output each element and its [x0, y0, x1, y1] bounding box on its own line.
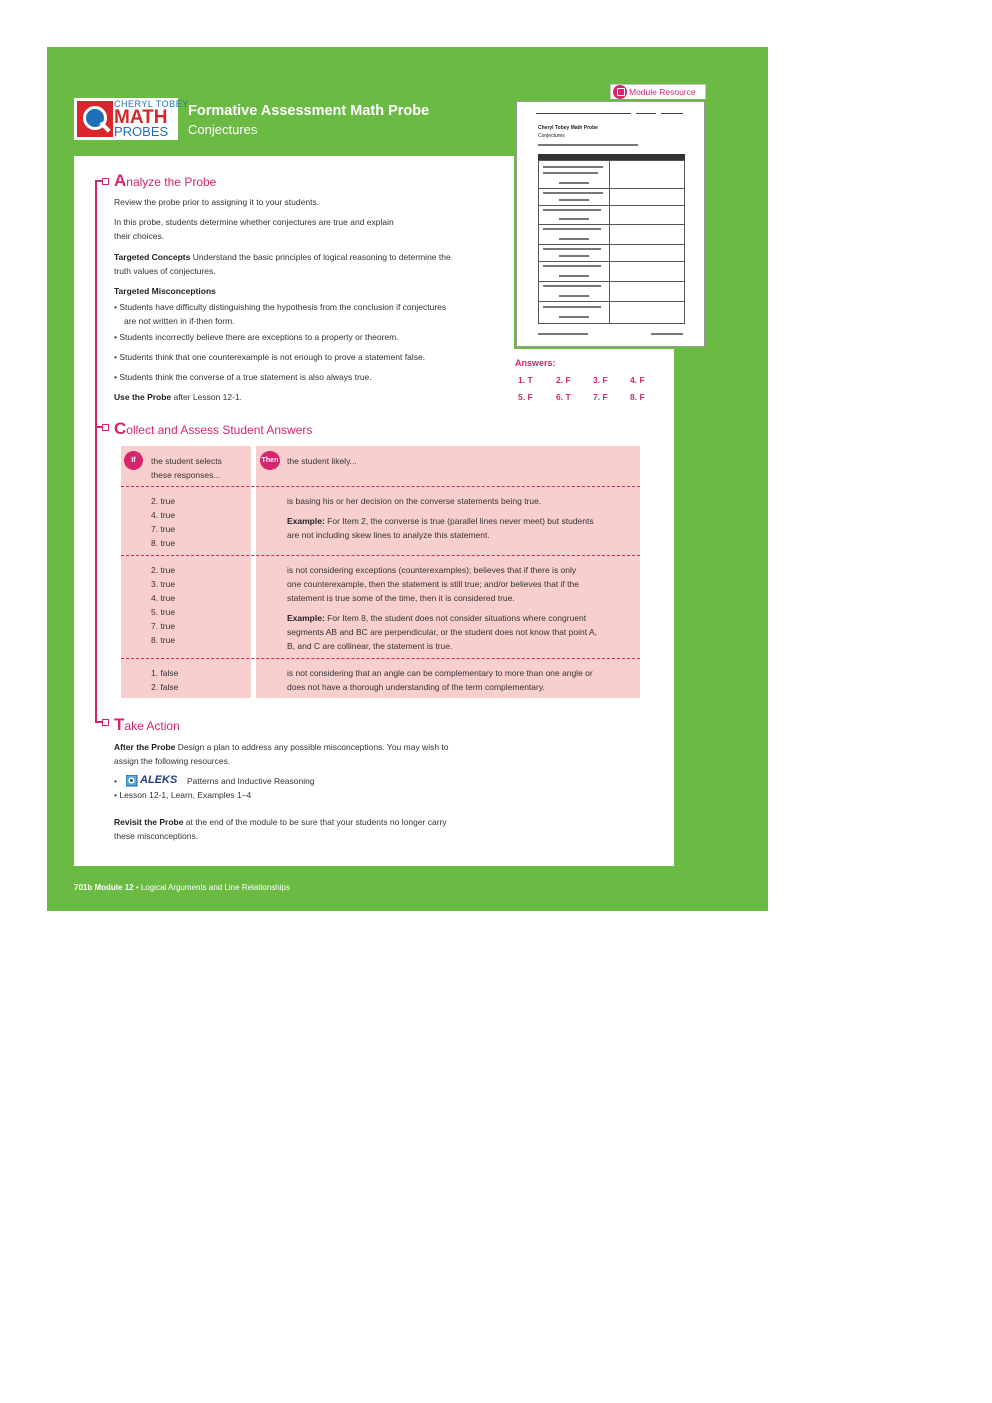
then-badge: Then [260, 451, 280, 470]
row3-resp-2: 2. false [151, 682, 179, 692]
row2-example: Example: For Item 8, the student does not consider situations where congruent [287, 613, 587, 623]
row2-resp-2: 3. true [151, 579, 176, 589]
worksheet-thumbnail[interactable] [514, 99, 707, 349]
math-probes-logo [74, 98, 189, 140]
answer-3: 3. F [593, 375, 608, 385]
row-divider [121, 555, 640, 556]
row2-resp-1: 2. true [151, 565, 176, 575]
magnifier-icon [77, 101, 113, 137]
answer-6: 6. T [556, 392, 571, 402]
row2-resp-4: 5. true [151, 607, 176, 617]
resource-aleks[interactable]: • Patterns and Inductive Reasoning [114, 774, 374, 788]
misconception-3: • Students think that one counterexample is not enough to prove a statement false. [114, 352, 426, 362]
answer-1: 1. T [518, 375, 533, 385]
if-badge: If [124, 451, 143, 470]
row2-example-2: segments AB and BC are perpendicular, or the student does not know that point A, [287, 627, 597, 637]
row1-resp-3: 7. true [151, 524, 176, 534]
analyze-intro: Review the probe prior to assigning it to your students. [114, 197, 320, 207]
section-marker [95, 721, 105, 723]
answer-2: 2. F [556, 375, 571, 385]
then-header: the student likely... [287, 456, 357, 466]
row2-explanation-1: is not considering exceptions (counterexamples); believes that if there is only [287, 565, 577, 575]
module-resource-badge[interactable] [610, 84, 706, 100]
answer-5: 5. F [518, 392, 533, 402]
collect-heading: Collect and Assess Student Answers [114, 419, 313, 438]
targeted-concepts-2: truth values of conjectures. [114, 266, 216, 276]
row3-resp-1: 1. false [151, 668, 179, 678]
row2-resp-6: 8. true [151, 635, 176, 645]
row1-example: Example: For Item 2, the converse is true (parallel lines never meet) but students [287, 516, 594, 526]
page-title: Formative Assessment Math Probe [188, 103, 430, 119]
answer-7: 7. F [593, 392, 608, 402]
logo-line2: MATH [114, 107, 168, 128]
analyze-heading: Analyze the Probe [114, 171, 217, 190]
revisit-the-probe: Revisit the Probe at the end of the module to be sure that your students no longer carry [114, 817, 447, 827]
thumb-subtitle: Conjectures [538, 133, 565, 139]
row2-resp-5: 7. true [151, 621, 176, 631]
row2-resp-3: 4. true [151, 593, 176, 603]
targeted-misconceptions-label: Targeted Misconceptions [114, 286, 216, 296]
take-action-heading: Take Action [114, 715, 180, 734]
row2-explanation-3: statement is true some of the time, then it is considered true. [287, 593, 515, 603]
row3-explanation-2: does not have a thorough understanding of the term complementary. [287, 682, 545, 692]
analyze-desc-2: their choices. [114, 231, 165, 241]
after-the-probe-2: assign the following resources. [114, 756, 231, 766]
answer-4: 4. F [630, 375, 645, 385]
aleks-wordmark: ALEKS [140, 774, 178, 786]
page-subtitle: Conjectures [188, 122, 258, 137]
misconception-4: • Students think the converse of a true statement is also always true. [114, 372, 372, 382]
misconception-1: • Students have difficulty distinguishing the hypothesis from the conclusion if conjectures [114, 302, 447, 312]
row3-explanation-1: is not considering that an angle can be complementary to more than one angle or [287, 668, 593, 678]
revisit-the-probe-2: these misconceptions. [114, 831, 199, 841]
row1-resp-4: 8. true [151, 538, 176, 548]
analyze-desc-1: In this probe, students determine whether conjectures are true and explain [114, 217, 394, 227]
answers-label: Answers: [515, 358, 556, 368]
thumb-title: Cheryl Tobey Math Probe [538, 125, 598, 131]
logo-line1: CHERYL TOBEY [114, 99, 189, 109]
row2-example-3: B, and C are collinear, the statement is true. [287, 641, 453, 651]
misconception-2: • Students incorrectly believe there are exceptions to a property or theorem. [114, 332, 399, 342]
row2-explanation-2: one counterexample, then the statement is still true; and/or believes that if the [287, 579, 580, 589]
row-divider [121, 658, 640, 659]
if-header-1: the student selects [151, 456, 222, 466]
row1-resp-1: 2. true [151, 496, 176, 506]
page-footer: 701b Module 12 • Logical Arguments and Line Relationships [74, 883, 290, 892]
logo-line3: PROBES [114, 124, 169, 139]
targeted-concepts: Targeted Concepts Understand the basic principles of logical reasoning to determine the [114, 252, 451, 262]
answer-8: 8. F [630, 392, 645, 402]
if-column [121, 446, 251, 698]
if-header-2: these responses... [151, 470, 221, 480]
row1-resp-2: 4. true [151, 510, 176, 520]
use-the-probe: Use the Probe after Lesson 12-1. [114, 392, 243, 402]
badge-label: Module Resource [629, 87, 696, 97]
row1-explanation: is basing his or her decision on the converse statements being true. [287, 496, 542, 506]
row-divider [121, 486, 640, 487]
section-bracket [95, 180, 97, 722]
misconception-1-cont: are not written in if-then form. [124, 316, 235, 326]
after-the-probe: After the Probe Design a plan to address any possible misconceptions. You may wish to [114, 742, 449, 752]
resource-lesson[interactable]: • Lesson 12-1, Learn, Examples 1–4 [114, 790, 252, 800]
resource-icon [613, 85, 627, 99]
row1-example-2: are not including skew lines to analyze this statement. [287, 530, 490, 540]
